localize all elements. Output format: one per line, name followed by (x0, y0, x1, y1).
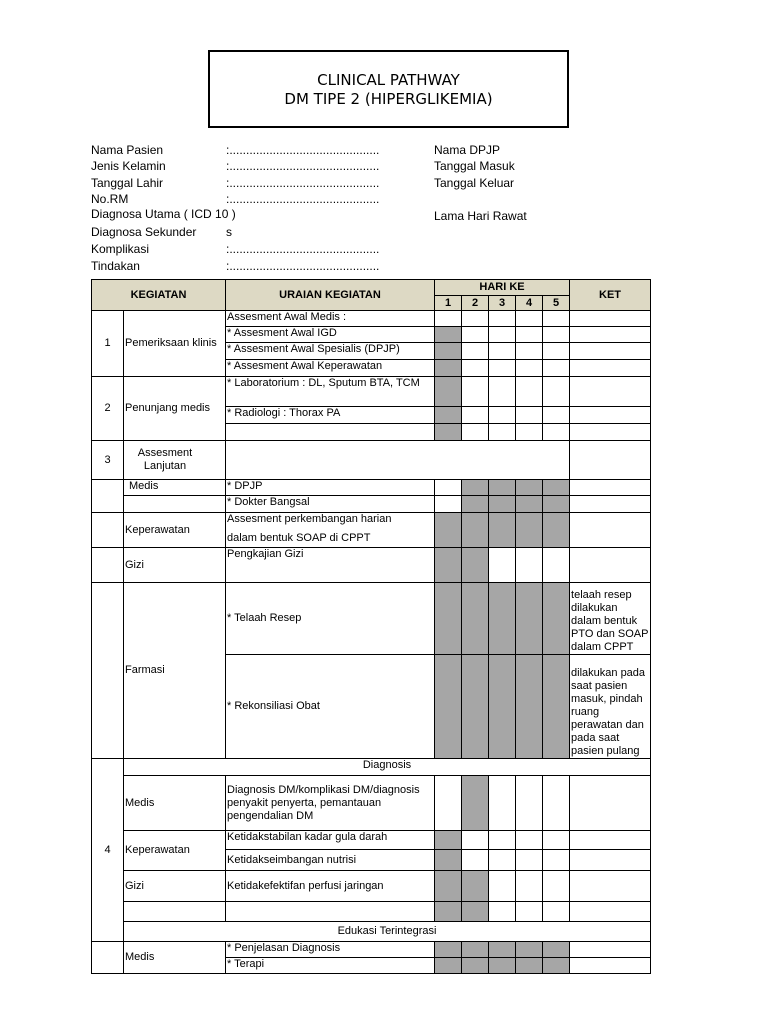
day-cell-shaded[interactable] (435, 942, 462, 958)
kegiatan-cell-empty (124, 496, 226, 513)
day-cell-shaded[interactable] (435, 377, 462, 407)
uraian-cell: Ketidakseimbangan nutrisi (226, 850, 435, 871)
kegiatan-cell: Keperawatan (124, 513, 226, 548)
day-cell-shaded[interactable] (435, 850, 462, 871)
day-cell-shaded[interactable] (543, 513, 570, 548)
day-cell[interactable] (516, 424, 543, 441)
day-cell-shaded[interactable] (435, 548, 462, 583)
label-no-rm: No.RM (91, 192, 129, 206)
uraian-cell: * Assesment Awal Spesialis (DPJP) (226, 343, 435, 360)
day-cell[interactable] (543, 360, 570, 377)
day-cell[interactable] (489, 776, 516, 831)
day-cell[interactable] (543, 327, 570, 343)
day-cell[interactable] (435, 311, 462, 327)
ket-cell: dilakukan pada saat pasien masuk, pindah ruang perawatan dan pada saat pasien pulang (570, 655, 651, 759)
label-tindakan: Tindakan (91, 259, 140, 273)
document-title: CLINICAL PATHWAY (317, 71, 460, 89)
ket-cell[interactable] (570, 871, 651, 902)
day-cell-shaded[interactable] (543, 480, 570, 496)
document-subtitle: DM TIPE 2 (HIPERGLIKEMIA) (284, 90, 493, 108)
day-cell-shaded[interactable] (489, 942, 516, 958)
row-number-empty (92, 583, 124, 759)
day-cell-shaded[interactable] (462, 776, 489, 831)
uraian-cell: * Assesment Awal Keperawatan (226, 360, 435, 377)
row-number-empty (92, 480, 124, 513)
uraian-cell (226, 513, 435, 548)
uraian-cell (226, 902, 435, 922)
uraian-cell (226, 424, 435, 441)
ket-cell[interactable] (570, 360, 651, 377)
label-tanggal-masuk: Tanggal Masuk (434, 159, 515, 173)
ket-cell[interactable] (570, 831, 651, 850)
day-cell[interactable] (462, 424, 489, 441)
day-cell-shaded[interactable] (489, 958, 516, 974)
ket-cell[interactable] (570, 548, 651, 583)
day-cell[interactable] (543, 377, 570, 407)
header-kegiatan: KEGIATAN (92, 280, 226, 311)
day-cell-shaded[interactable] (543, 942, 570, 958)
label-diagnosa-utama: Diagnosa Utama ( ICD 10 ) (91, 207, 236, 221)
uraian-cell: * DPJP (226, 480, 435, 496)
day-cell-shaded[interactable] (462, 583, 489, 655)
day-cell-shaded[interactable] (543, 583, 570, 655)
uraian-cell: * Dokter Bangsal (226, 496, 435, 513)
header-day-4: 4 (516, 296, 543, 311)
day-cell-shaded[interactable] (462, 942, 489, 958)
uraian-cell: Ketidakefektifan perfusi jaringan (226, 871, 435, 902)
label-nama-pasien: Nama Pasien (91, 143, 164, 157)
day-cell[interactable] (462, 850, 489, 871)
day-cell[interactable] (516, 850, 543, 871)
day-cell-shaded[interactable] (435, 655, 462, 759)
row-number-empty (92, 548, 124, 583)
section-header-diagnosis: Diagnosis (124, 759, 651, 776)
day-cell[interactable] (462, 831, 489, 850)
day-cell[interactable] (489, 327, 516, 343)
day-cell-shaded[interactable] (462, 902, 489, 922)
header-uraian: URAIAN KEGIATAN (226, 280, 435, 311)
row-number: 1 (92, 311, 124, 377)
label-tanggal-keluar: Tanggal Keluar (434, 176, 515, 190)
day-cell[interactable] (543, 548, 570, 583)
day-cell[interactable] (516, 311, 543, 327)
label-lama-hari-rawat: Lama Hari Rawat (434, 209, 527, 223)
ket-cell[interactable] (570, 407, 651, 424)
day-cell[interactable] (516, 776, 543, 831)
day-cell-shaded[interactable] (435, 407, 462, 424)
uraian-cell: Pengkajian Gizi (226, 548, 435, 583)
day-cell-shaded[interactable] (435, 958, 462, 974)
ket-cell[interactable] (570, 850, 651, 871)
day-cell-shaded[interactable] (462, 655, 489, 759)
day-cell[interactable] (543, 311, 570, 327)
ket-cell[interactable] (570, 327, 651, 343)
uraian-cell: * Penjelasan Diagnosis (226, 942, 435, 958)
kegiatan-cell: Gizi (124, 548, 226, 583)
day-cell[interactable] (516, 360, 543, 377)
field-jenis-kelamin[interactable]: :............................................. (226, 159, 380, 173)
day-cell-shaded[interactable] (516, 513, 543, 548)
day-cell[interactable] (516, 327, 543, 343)
row-number-empty (92, 513, 124, 548)
day-cell-shaded[interactable] (516, 496, 543, 513)
uraian-cell: * Rekonsiliasi Obat (226, 655, 435, 759)
uraian-cell: * Laboratorium : DL, Sputum BTA, TCM (226, 377, 435, 407)
day-cell-shaded[interactable] (435, 871, 462, 902)
ket-cell[interactable] (570, 942, 651, 958)
day-cell[interactable] (489, 902, 516, 922)
day-cell[interactable] (516, 871, 543, 902)
uraian-cell: * Assesment Awal IGD (226, 327, 435, 343)
field-nama-pasien[interactable]: :............................................. (226, 143, 380, 157)
kegiatan-cell: Pemeriksaan klinis (124, 311, 226, 377)
ket-cell[interactable] (570, 311, 651, 327)
ket-cell[interactable] (570, 480, 651, 496)
ket-cell[interactable] (570, 496, 651, 513)
day-cell[interactable] (516, 902, 543, 922)
day-cell[interactable] (543, 343, 570, 360)
day-cell-shaded[interactable] (489, 513, 516, 548)
label-komplikasi: Komplikasi (91, 242, 150, 256)
ket-cell[interactable] (570, 958, 651, 974)
day-cell-shaded[interactable] (489, 655, 516, 759)
day-cell-shaded[interactable] (489, 496, 516, 513)
day-cell[interactable] (462, 327, 489, 343)
day-cell[interactable] (516, 548, 543, 583)
label-jenis-kelamin: Jenis Kelamin (91, 159, 166, 173)
day-cell-shaded[interactable] (435, 327, 462, 343)
day-cell-shaded[interactable] (435, 513, 462, 548)
day-cell-shaded[interactable] (543, 655, 570, 759)
day-cell[interactable] (516, 831, 543, 850)
kegiatan-cell: Medis (124, 942, 226, 974)
day-cell[interactable] (543, 871, 570, 902)
kegiatan-cell: Gizi (124, 871, 226, 902)
row-number: 4 (92, 759, 124, 942)
day-cell[interactable] (489, 407, 516, 424)
kegiatan-cell-empty (124, 902, 226, 922)
kegiatan-cell: Assesment Lanjutan (124, 441, 226, 480)
clinical-pathway-table (91, 279, 651, 974)
header-day-2: 2 (462, 296, 489, 311)
field-diagnosa-sekunder[interactable]: s (226, 225, 232, 239)
empty-cell (226, 441, 570, 480)
ket-cell[interactable] (570, 441, 651, 480)
ket-cell: telaah resep dilakukan dalam bentuk PTO dan SOAP dalam CPPT (570, 583, 651, 655)
day-cell[interactable] (489, 377, 516, 407)
header-day-1: 1 (435, 296, 462, 311)
day-cell-shaded[interactable] (462, 496, 489, 513)
kegiatan-cell: Medis (124, 480, 226, 496)
uraian-line: Assesment perkembangan harian (227, 513, 392, 525)
header-ket: KET (570, 280, 651, 311)
field-tindakan[interactable]: :............................................. (226, 259, 380, 273)
day-cell-shaded[interactable] (543, 496, 570, 513)
day-cell-shaded[interactable] (516, 583, 543, 655)
day-cell-shaded[interactable] (543, 958, 570, 974)
field-tanggal-lahir[interactable]: :............................................. (226, 176, 380, 190)
day-cell[interactable] (516, 343, 543, 360)
day-cell[interactable] (489, 343, 516, 360)
kegiatan-cell: Keperawatan (124, 831, 226, 871)
day-cell[interactable] (435, 776, 462, 831)
header-hari-ke: HARI KE (435, 280, 570, 296)
day-cell[interactable] (435, 496, 462, 513)
kegiatan-cell: Farmasi (124, 583, 226, 759)
header-day-3: 3 (489, 296, 516, 311)
day-cell[interactable] (489, 831, 516, 850)
day-cell-shaded[interactable] (489, 583, 516, 655)
kegiatan-cell: Medis (124, 776, 226, 831)
day-cell-shaded[interactable] (516, 942, 543, 958)
day-cell[interactable] (543, 831, 570, 850)
day-cell-shaded[interactable] (516, 958, 543, 974)
day-cell[interactable] (435, 480, 462, 496)
day-cell-shaded[interactable] (462, 513, 489, 548)
day-cell-shaded[interactable] (516, 480, 543, 496)
label-nama-dpjp: Nama DPJP (434, 143, 501, 157)
label-tanggal-lahir: Tanggal Lahir (91, 176, 164, 190)
day-cell[interactable] (543, 902, 570, 922)
uraian-cell: Assesment Awal Medis : (226, 311, 435, 327)
title-box (208, 50, 569, 128)
day-cell[interactable] (489, 871, 516, 902)
day-cell[interactable] (462, 343, 489, 360)
day-cell[interactable] (489, 548, 516, 583)
day-cell[interactable] (543, 776, 570, 831)
day-cell[interactable] (489, 850, 516, 871)
day-cell-shaded[interactable] (435, 343, 462, 360)
day-cell[interactable] (516, 407, 543, 424)
row-number-empty (92, 942, 124, 974)
field-no-rm[interactable]: :............................................. (226, 192, 380, 206)
field-komplikasi[interactable]: :............................................. (226, 242, 380, 256)
day-cell[interactable] (543, 407, 570, 424)
uraian-cell: Diagnosis DM/komplikasi DM/diagnosis penyakit penyerta, pemantauan pengendalian DM (226, 776, 435, 831)
header-day-5: 5 (543, 296, 570, 311)
day-cell-shaded[interactable] (462, 548, 489, 583)
day-cell-shaded[interactable] (516, 655, 543, 759)
day-cell-shaded[interactable] (435, 902, 462, 922)
kegiatan-cell: Penunjang medis (124, 377, 226, 441)
uraian-cell: * Radiologi : Thorax PA (226, 407, 435, 424)
day-cell-shaded[interactable] (489, 480, 516, 496)
ket-cell[interactable] (570, 776, 651, 831)
day-cell[interactable] (462, 360, 489, 377)
day-cell-shaded[interactable] (435, 831, 462, 850)
uraian-line: dalam bentuk SOAP di CPPT (227, 532, 371, 544)
ket-cell[interactable] (570, 513, 651, 548)
day-cell-shaded[interactable] (462, 958, 489, 974)
day-cell[interactable] (489, 424, 516, 441)
day-cell-shaded[interactable] (435, 424, 462, 441)
uraian-cell: Ketidakstabilan kadar gula darah (226, 831, 435, 850)
day-cell[interactable] (462, 407, 489, 424)
uraian-cell: * Telaah Resep (226, 583, 435, 655)
label-diagnosa-sekunder: Diagnosa Sekunder (91, 225, 197, 239)
row-number: 3 (92, 441, 124, 480)
day-cell[interactable] (543, 850, 570, 871)
uraian-cell: * Terapi (226, 958, 435, 974)
day-cell[interactable] (462, 377, 489, 407)
day-cell[interactable] (489, 311, 516, 327)
section-header-edukasi: Edukasi Terintegrasi (124, 922, 651, 942)
day-cell[interactable] (489, 360, 516, 377)
day-cell-shaded[interactable] (462, 480, 489, 496)
day-cell-shaded[interactable] (435, 583, 462, 655)
ket-cell[interactable] (570, 424, 651, 441)
day-cell[interactable] (543, 424, 570, 441)
day-cell-shaded[interactable] (435, 360, 462, 377)
ket-cell[interactable] (570, 902, 651, 922)
day-cell-shaded[interactable] (462, 871, 489, 902)
ket-cell[interactable] (570, 377, 651, 407)
day-cell[interactable] (462, 311, 489, 327)
ket-cell[interactable] (570, 343, 651, 360)
row-number: 2 (92, 377, 124, 441)
day-cell[interactable] (516, 377, 543, 407)
